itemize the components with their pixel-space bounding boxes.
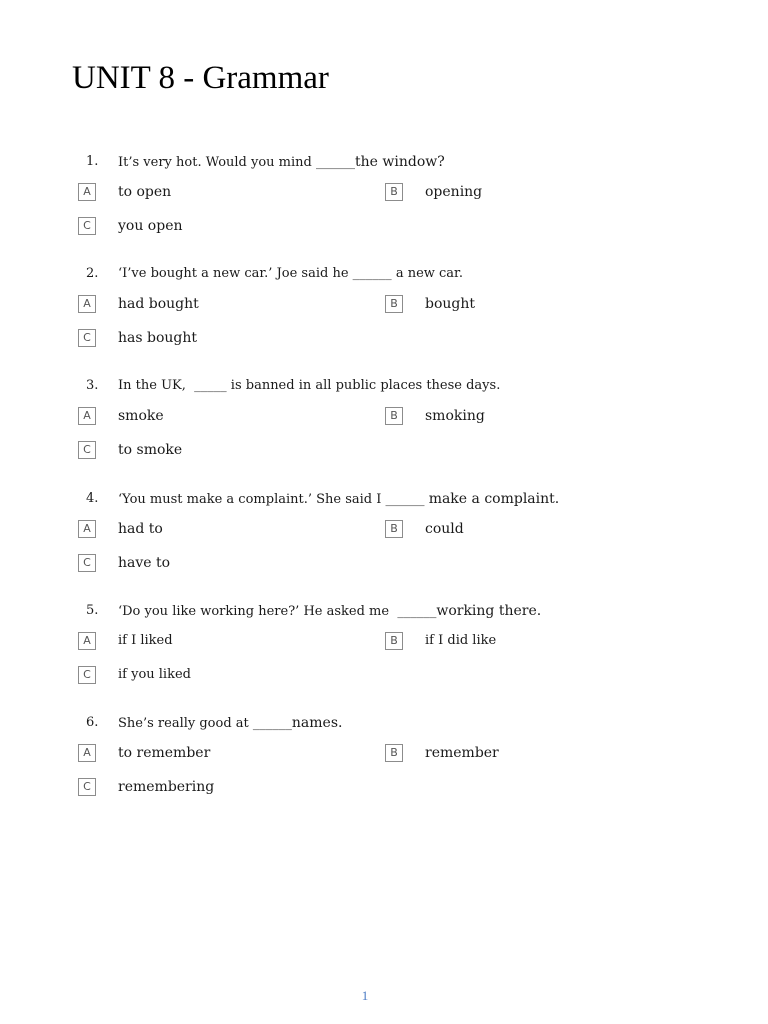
option-a[interactable]: [78, 407, 398, 427]
option-text: remember: [425, 745, 499, 761]
question-text-before: It’s very hot. Would you mind: [118, 155, 312, 170]
option-text: smoke: [118, 408, 164, 424]
option-c[interactable]: [78, 329, 398, 349]
answer-blank: ______: [397, 604, 437, 619]
option-letter-box: C: [78, 217, 96, 235]
option-letter-box: C: [78, 666, 96, 684]
option-text: opening: [425, 184, 483, 200]
question-text-after: a new car.: [395, 266, 463, 281]
question-number: 5.: [86, 603, 99, 618]
option-letter-box: B: [385, 183, 403, 201]
option-text: have to: [118, 555, 171, 571]
question-text-before: ‘I’ve bought a new car.’ Joe said he: [118, 266, 349, 281]
question-text: [118, 714, 342, 733]
answer-blank: ______: [385, 492, 425, 507]
option-text: if I did like: [425, 633, 497, 648]
question-text-after: the window?: [355, 154, 445, 170]
option-text: if you liked: [118, 667, 191, 682]
option-letter-box: A: [78, 183, 96, 201]
option-text: to open: [118, 184, 172, 200]
question-number: 1.: [86, 154, 99, 169]
question-text: [118, 377, 500, 395]
question-text-after: make a complaint.: [428, 491, 560, 507]
option-a[interactable]: [78, 744, 398, 764]
question-number: 3.: [86, 378, 99, 393]
option-c[interactable]: [78, 554, 398, 574]
question-3: [0, 377, 768, 467]
question-text-after: is banned in all public places these days.: [230, 378, 501, 393]
option-text: remembering: [118, 779, 215, 795]
option-b[interactable]: [385, 744, 705, 764]
option-a[interactable]: [78, 520, 398, 540]
question-text: [118, 602, 541, 621]
option-letter-box: A: [78, 407, 96, 425]
answer-blank: ______: [252, 716, 292, 731]
question-text-before: In the UK,: [118, 378, 186, 393]
question-text-after: names.: [291, 715, 343, 731]
question-text-before: She’s really good at: [118, 716, 249, 731]
question-1: [0, 153, 768, 243]
option-c[interactable]: [78, 217, 398, 237]
option-letter-box: A: [78, 295, 96, 313]
page-number: 1: [361, 988, 369, 1003]
option-letter-box: A: [78, 632, 96, 650]
question-text-before: ‘You must make a complaint.’ She said I: [118, 492, 382, 507]
option-c[interactable]: [78, 778, 398, 798]
option-text: had bought: [118, 296, 199, 312]
answer-blank: _____: [194, 378, 227, 393]
option-letter-box: C: [78, 554, 96, 572]
option-letter-box: B: [385, 407, 403, 425]
page-title: UNIT 8 - Grammar: [72, 60, 329, 96]
question-text: [118, 153, 445, 172]
option-letter-box: C: [78, 329, 96, 347]
question-text: [118, 490, 559, 509]
option-letter-box: A: [78, 744, 96, 762]
option-b[interactable]: [385, 183, 705, 203]
option-a[interactable]: [78, 295, 398, 315]
option-letter-box: B: [385, 744, 403, 762]
option-letter-box: A: [78, 520, 96, 538]
question-text-before: ‘Do you like working here?’ He asked me: [118, 604, 390, 619]
option-a[interactable]: [78, 632, 398, 652]
option-text: smoking: [425, 408, 485, 424]
question-text: [118, 265, 463, 283]
option-text: had to: [118, 521, 163, 537]
option-text: you open: [118, 218, 183, 234]
question-number: 6.: [86, 715, 99, 730]
question-5: [0, 602, 768, 692]
option-text: to smoke: [118, 442, 183, 458]
option-text: bought: [425, 296, 476, 312]
question-text-after: working there.: [436, 603, 542, 619]
option-b[interactable]: [385, 520, 705, 540]
answer-blank: ______: [316, 155, 355, 170]
question-number: 4.: [86, 491, 99, 506]
option-b[interactable]: [385, 295, 705, 315]
answer-blank: ______: [352, 266, 392, 281]
option-b[interactable]: [385, 407, 705, 427]
option-c[interactable]: [78, 666, 398, 686]
option-letter-box: B: [385, 520, 403, 538]
option-a[interactable]: [78, 183, 398, 203]
question-4: [0, 490, 768, 580]
option-text: if I liked: [118, 633, 173, 648]
option-c[interactable]: [78, 441, 398, 461]
question-number: 2.: [86, 266, 99, 281]
option-letter-box: C: [78, 441, 96, 459]
question-2: [0, 265, 768, 355]
option-text: could: [425, 521, 464, 537]
option-letter-box: B: [385, 632, 403, 650]
option-b[interactable]: [385, 632, 705, 652]
option-letter-box: B: [385, 295, 403, 313]
option-letter-box: C: [78, 778, 96, 796]
option-text: to remember: [118, 745, 211, 761]
option-text: has bought: [118, 330, 198, 346]
question-6: [0, 714, 768, 804]
